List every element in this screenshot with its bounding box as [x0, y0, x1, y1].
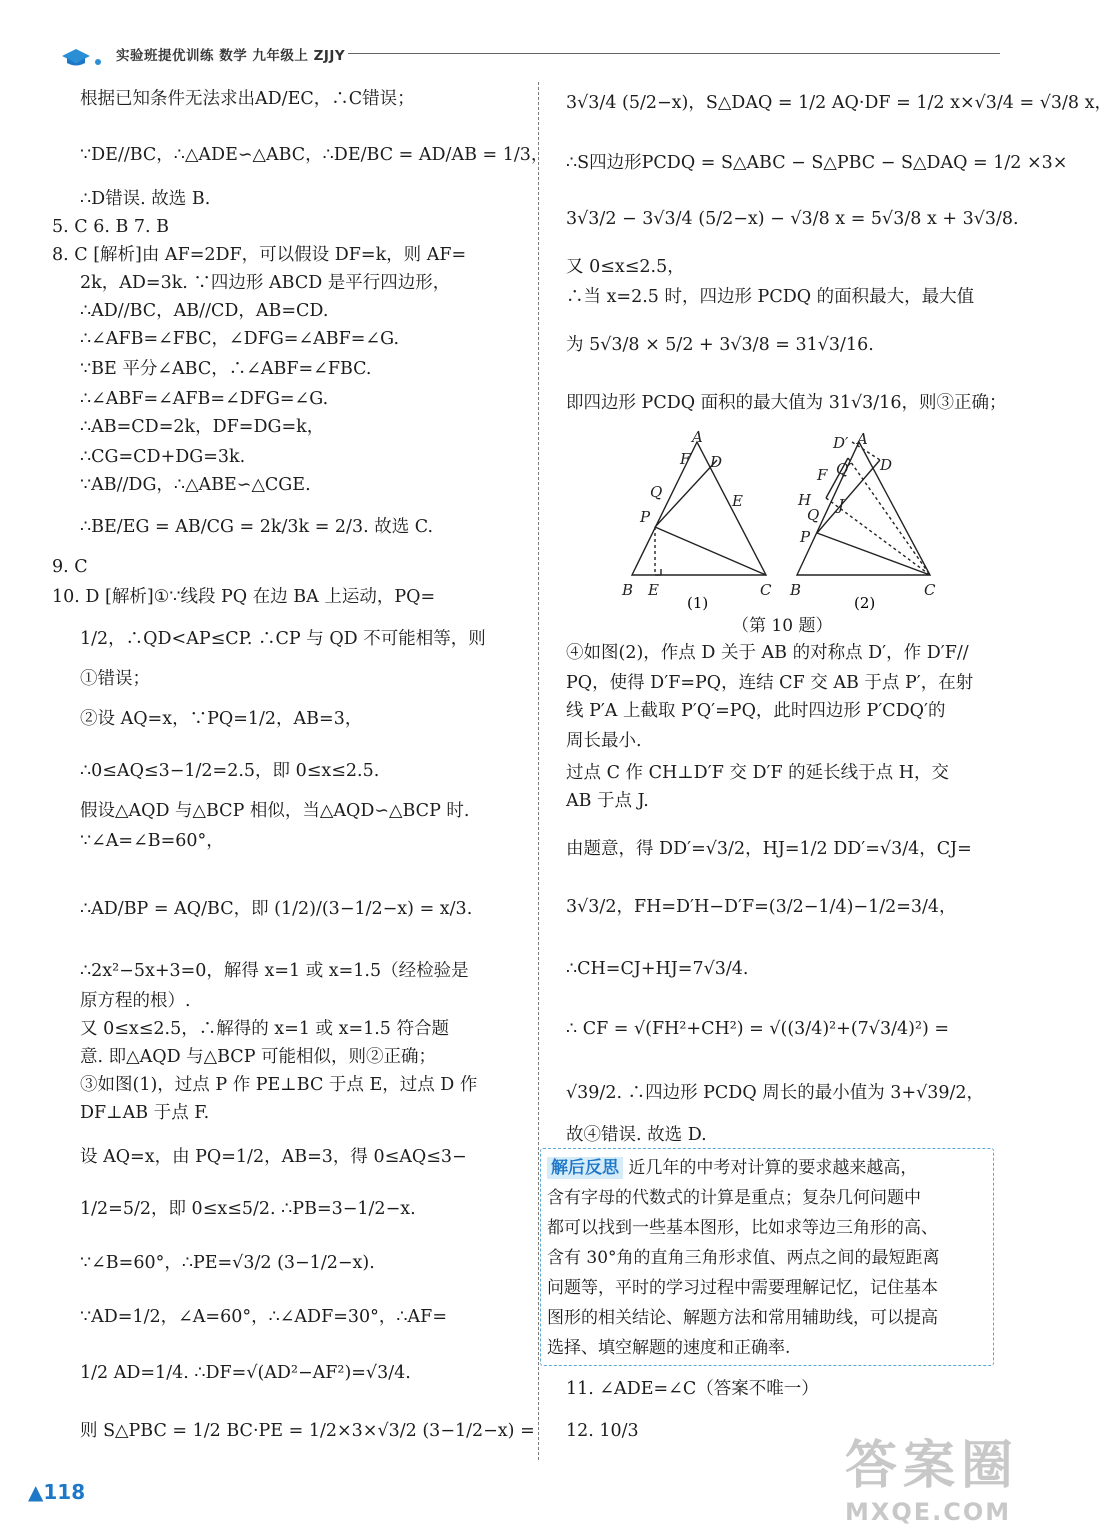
header-rule: [348, 53, 1000, 54]
svg-text:A: A: [692, 428, 703, 446]
solution-line: 1/2，∴QD<AP≤CP. ∴CP 与 QD 不可能相等，则: [80, 629, 486, 649]
solution-line: ④如图(2)，作点 D 关于 AB 的对称点 D′，作 D′F//: [566, 643, 969, 663]
solution-line: 10. D [解析]①∵线段 PQ 在边 BA 上运动，PQ=: [52, 587, 436, 607]
figure-caption: （第 10 题）: [732, 616, 833, 636]
reflection-line: 选择、填空解题的速度和正确率.: [547, 1338, 791, 1358]
svg-text:C: C: [760, 581, 772, 599]
reflection-line: 含有字母的代数式的计算是重点；复杂几何问题中: [547, 1188, 921, 1208]
solution-line: 由题意，得 DD′=√3/2，HJ=1/2 DD′=√3/4，CJ=: [566, 839, 972, 859]
reflection-line: 解后反思 近几年的中考对计算的要求越来越高，: [547, 1157, 917, 1179]
solution-line: ∵AD=1/2，∠A=60°，∴∠ADF=30°，∴AF=: [80, 1307, 447, 1327]
svg-text:A: A: [857, 430, 868, 448]
reflection-line: 含有 30°角的直角三角形求值、两点之间的最短距离: [547, 1248, 940, 1268]
solution-line: 原方程的根）.: [80, 991, 191, 1011]
solution-line: 根据已知条件无法求出AD/EC，∴C错误；: [80, 89, 415, 109]
solution-line: 设 AQ=x，由 PQ=1/2，AB=3，得 0≤AQ≤3−: [80, 1147, 467, 1167]
up-arrow-icon: ▲: [28, 1480, 44, 1504]
svg-text:D: D: [710, 453, 723, 471]
solution-line: ∴CG=CD+DG=3k.: [80, 447, 246, 467]
solution-line: 5. C 6. B 7. B: [52, 217, 170, 237]
solution-line: 11. ∠ADE=∠C（答案不唯一）: [566, 1379, 819, 1399]
svg-text:Q: Q: [807, 506, 820, 524]
svg-text:F: F: [817, 466, 828, 484]
solution-line: ∵BE 平分∠ABC，∴∠ABF=∠FBC.: [80, 359, 372, 379]
svg-text:H: H: [798, 491, 812, 509]
svg-text:D′: D′: [833, 434, 849, 452]
solution-line: ∴AD//BC，AB//CD，AB=CD.: [80, 301, 329, 321]
solution-line: 过点 C 作 CH⊥D′F 交 D′F 的延长线于点 H，交: [566, 763, 949, 783]
svg-text:E: E: [648, 581, 659, 599]
solution-line: ∴BE/EG = AB/CG = 2k/3k = 2/3. 故选 C.: [80, 517, 434, 537]
solution-line: 即四边形 PCDQ 面积的最大值为 31√3/16，则③正确；: [566, 393, 1007, 413]
solution-line: 8. C [解析]由 AF=2DF，可以假设 DF=k，则 AF=: [52, 245, 467, 265]
reflection-box: [540, 1148, 994, 1366]
solution-line: ∴AB=CD=2k，DF=DG=k，: [80, 417, 325, 437]
solution-line: ③如图(1)，过点 P 作 PE⊥BC 于点 E，过点 D 作: [80, 1075, 478, 1095]
solution-line: PQ，使得 D′F=PQ，连结 CF 交 AB 于点 P′，在射: [566, 673, 974, 693]
svg-text:P: P: [800, 528, 811, 546]
watermark-url: MXQE.COM: [844, 1498, 1012, 1526]
column-divider: [538, 82, 539, 1460]
reflection-badge: 解后反思: [547, 1157, 623, 1179]
solution-line: ∴ CF = √(FH²+CH²) = √((3/4)²+(7√3/4)²) =: [566, 1019, 950, 1039]
solution-line: ∴CH=CJ+HJ=7√3/4.: [566, 959, 749, 979]
svg-text:J: J: [838, 496, 845, 514]
reflection-line: 图形的相关结论、解题方法和常用辅助线，可以提高: [547, 1308, 938, 1328]
page-number: ▲118: [28, 1480, 86, 1504]
solution-line: ∴AD/BP = AQ/BC，即 (1/2)/(3−1/2−x) = x/3.: [80, 899, 473, 919]
reflection-line: 问题等，平时的学习过程中需要理解记忆，记住基本: [547, 1278, 938, 1298]
solution-line: AB 于点 J.: [566, 791, 649, 811]
svg-text:B: B: [622, 581, 634, 599]
svg-text:C: C: [924, 581, 936, 599]
solution-line: ∴∠ABF=∠AFB=∠DFG=∠G.: [80, 389, 329, 409]
solution-line: 1/2=5/2，即 0≤x≤5/2. ∴PB=3−1/2−x.: [80, 1199, 416, 1219]
solution-line: 9. C: [52, 557, 88, 577]
svg-text:P: P: [640, 508, 651, 526]
svg-text:Q: Q: [650, 483, 663, 501]
solution-line: ∴当 x=2.5 时，四边形 PCDQ 的面积最大，最大值: [566, 287, 975, 307]
solution-line: ①错误；: [80, 669, 150, 689]
solution-line: 3√3/2，FH=D′H−D′F=(3/2−1/4)−1/2=3/4，: [566, 897, 957, 917]
svg-text:E: E: [732, 492, 743, 510]
solution-line: 2k，AD=3k. ∵四边形 ABCD 是平行四边形，: [80, 273, 451, 293]
book-logo-icon: [60, 46, 104, 68]
solution-line: ∴0≤AQ≤3−1/2=2.5，即 0≤x≤2.5.: [80, 761, 380, 781]
figure-10: [612, 430, 972, 610]
solution-line: ∵∠B=60°，∴PE=√3/2 (3−1/2−x).: [80, 1253, 375, 1273]
svg-text:Q′: Q′: [836, 460, 852, 478]
solution-line: ∴2x²−5x+3=0，解得 x=1 或 x=1.5（经检验是: [80, 961, 469, 981]
solution-line: 又 0≤x≤2.5，∴解得的 x=1 或 x=1.5 符合题: [80, 1019, 450, 1039]
page-header: [30, 36, 1000, 70]
solution-line: ∴D错误. 故选 B.: [80, 189, 211, 209]
solution-line: ∵∠A=∠B=60°，: [80, 831, 224, 851]
figure-1-label: (1): [687, 594, 709, 612]
figure-2-label: (2): [854, 594, 876, 612]
header-title: 实验班提优训练 数学 九年级上 ZJJY: [116, 48, 346, 64]
solution-line: 线 P′A 上截取 P′Q′=PQ，此时四边形 P′CDQ′的: [566, 701, 946, 721]
solution-line: 则 S△PBC = 1/2 BC·PE = 1/2×3×√3/2 (3−1/2−x) =: [80, 1421, 535, 1441]
svg-text:D: D: [880, 456, 893, 474]
solution-line: ∵AB//DG，∴△ABE∽△CGE.: [80, 475, 311, 495]
solution-line: DF⊥AB 于点 F.: [80, 1103, 210, 1123]
reflection-line: 都可以找到一些基本图形，比如求等边三角形的高、: [547, 1218, 938, 1238]
svg-text:B: B: [790, 581, 802, 599]
svg-text:F: F: [680, 450, 691, 468]
solution-line: 1/2 AD=1/4. ∴DF=√(AD²−AF²)=√3/4.: [80, 1363, 411, 1383]
solution-line: 12. 10/3: [566, 1421, 639, 1441]
solution-line: 为 5√3/8 × 5/2 + 3√3/8 = 31√3/16.: [566, 335, 874, 355]
solution-line: ②设 AQ=x，∵PQ=1/2，AB=3，: [80, 709, 363, 729]
figure-1-triangle: [632, 442, 766, 575]
solution-line: 意. 即△AQD 与△BCP 可能相似，则②正确；: [80, 1047, 437, 1067]
solution-line: 3√3/2 − 3√3/4 (5/2−x) − √3/8 x = 5√3/8 x + 3√3/8.: [566, 209, 1019, 229]
watermark-logo-text: 答案圈: [844, 1436, 1019, 1496]
solution-line: 又 0≤x≤2.5，: [566, 257, 685, 277]
solution-line: 假设△AQD 与△BCP 相似，当△AQD∽△BCP 时.: [80, 801, 470, 821]
solution-line: 故④错误. 故选 D.: [566, 1125, 707, 1145]
solution-line: ∴∠AFB=∠FBC，∠DFG=∠ABF=∠G.: [80, 329, 400, 349]
solution-line: ∵DE//BC，∴△ADE∽△ABC，∴DE/BC = AD/AB = 1/3，: [80, 145, 549, 165]
solution-line: √39/2. ∴四边形 PCDQ 周长的最小值为 3+√39/2，: [566, 1083, 985, 1103]
solution-line: ∴S四边形PCDQ = S△ABC − S△PBC − S△DAQ = 1/2 ×3×: [566, 153, 1068, 173]
watermark: [845, 1423, 1019, 1526]
solution-line: 3√3/4 (5/2−x)，S△DAQ = 1/2 AQ·DF = 1/2 x×√3/4 = √3/8 x，: [566, 93, 1112, 113]
solution-line: 周长最小.: [566, 731, 642, 751]
